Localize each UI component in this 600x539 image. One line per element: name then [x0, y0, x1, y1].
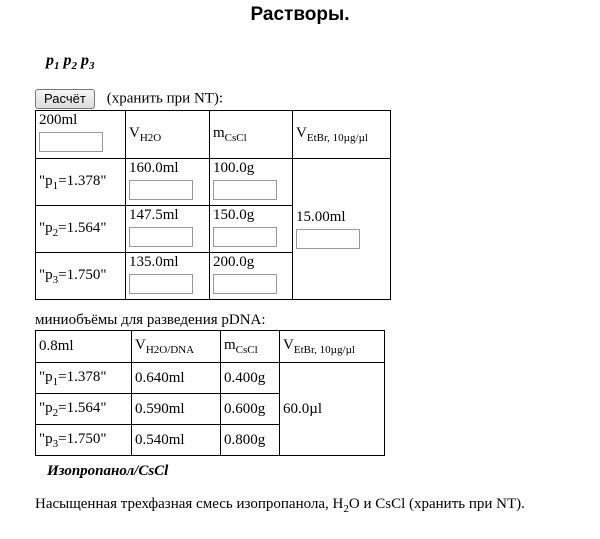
density-label-cell: "$p_1=1.378$": [36, 363, 132, 394]
cscl-mass-input[interactable]: [213, 274, 277, 294]
mini-volumes-table: [35, 330, 385, 456]
table-row: [36, 159, 391, 206]
calc-row: [35, 89, 223, 109]
water-volume-cell: 160.0ml: [126, 159, 210, 206]
water-dna-volume-cell: 0.590ml: [132, 394, 221, 425]
cscl-mass-cell: 0.400g: [221, 363, 280, 394]
mini-volumes-label: миниобъёмы для разведения pDNA:: [35, 312, 266, 328]
volume-header-cell: [36, 111, 126, 159]
storage-note: (хранить при NT):: [106, 90, 224, 107]
density-label-cell: "$p_2=1.564$": [36, 206, 126, 253]
cscl-mass-cell: 0.800g: [221, 425, 280, 456]
solutions-table: [35, 110, 391, 300]
isopropanol-description: Насыщенная трехфазная смесь изопропанола, $H_2O$ и CsCl (хранить при NT).: [35, 496, 525, 515]
total-volume-input[interactable]: [39, 132, 103, 152]
etbr-volume-input[interactable]: [296, 229, 360, 249]
density-label-cell: "$p_2=1.564$": [36, 394, 132, 425]
table-header-row: [36, 111, 391, 159]
isopropanol-heading: Изопропанол/CsCl: [47, 463, 169, 479]
water-volume-input[interactable]: [129, 180, 193, 200]
table-row: [36, 363, 385, 394]
cscl-mass-cell: 200.0g: [210, 253, 293, 300]
table-header-row: [36, 331, 385, 363]
density-label-cell: "$p_1=1.378$": [36, 159, 126, 206]
water-volume-input[interactable]: [129, 227, 193, 247]
water-volume-cell: 135.0ml: [126, 253, 210, 300]
water-dna-volume-cell: 0.640ml: [132, 363, 221, 394]
cscl-mass-header: $m_{CsCl}$: [210, 111, 293, 159]
water-volume-header: $V_{H2O}$: [126, 111, 210, 159]
p2-symbol: $p_2$: [63, 52, 77, 73]
cscl-mass-input[interactable]: [213, 227, 277, 247]
p1-symbol: $p_1$: [46, 52, 60, 73]
water-dna-volume-cell: 0.540ml: [132, 425, 221, 456]
calculate-button[interactable]: Расчёт: [35, 89, 95, 109]
p3-symbol: $p_3$: [81, 52, 95, 73]
density-label-cell: "$p_3=1.750$": [36, 425, 132, 456]
water-volume-cell: 147.5ml: [126, 206, 210, 253]
etbr-volume-header: $V_{EtBr, 10\mu g/\mu l}$: [293, 111, 391, 159]
density-list: [46, 52, 95, 72]
total-volume-label: 200ml: [39, 112, 78, 128]
cscl-mass-cell: 100.0g: [210, 159, 293, 206]
cscl-mass-input[interactable]: [213, 180, 277, 200]
cscl-mass-cell: 0.600g: [221, 394, 280, 425]
page-title: Растворы.: [250, 4, 350, 25]
etbr-volume-cell: 60.0µl: [280, 363, 385, 456]
volume-header-cell: 0.8ml: [36, 331, 132, 363]
etbr-volume-header: $V_{EtBr, 10\mu g/\mu l}$: [280, 331, 385, 363]
etbr-volume-cell: 15.00ml: [293, 159, 391, 300]
cscl-mass-cell: 150.0g: [210, 206, 293, 253]
cscl-mass-header: $m_{CsCl}$: [221, 331, 280, 363]
water-volume-input[interactable]: [129, 274, 193, 294]
density-label-cell: "$p_3=1.750$": [36, 253, 126, 300]
water-dna-volume-header: $V_{H2O/DNA}$: [132, 331, 221, 363]
